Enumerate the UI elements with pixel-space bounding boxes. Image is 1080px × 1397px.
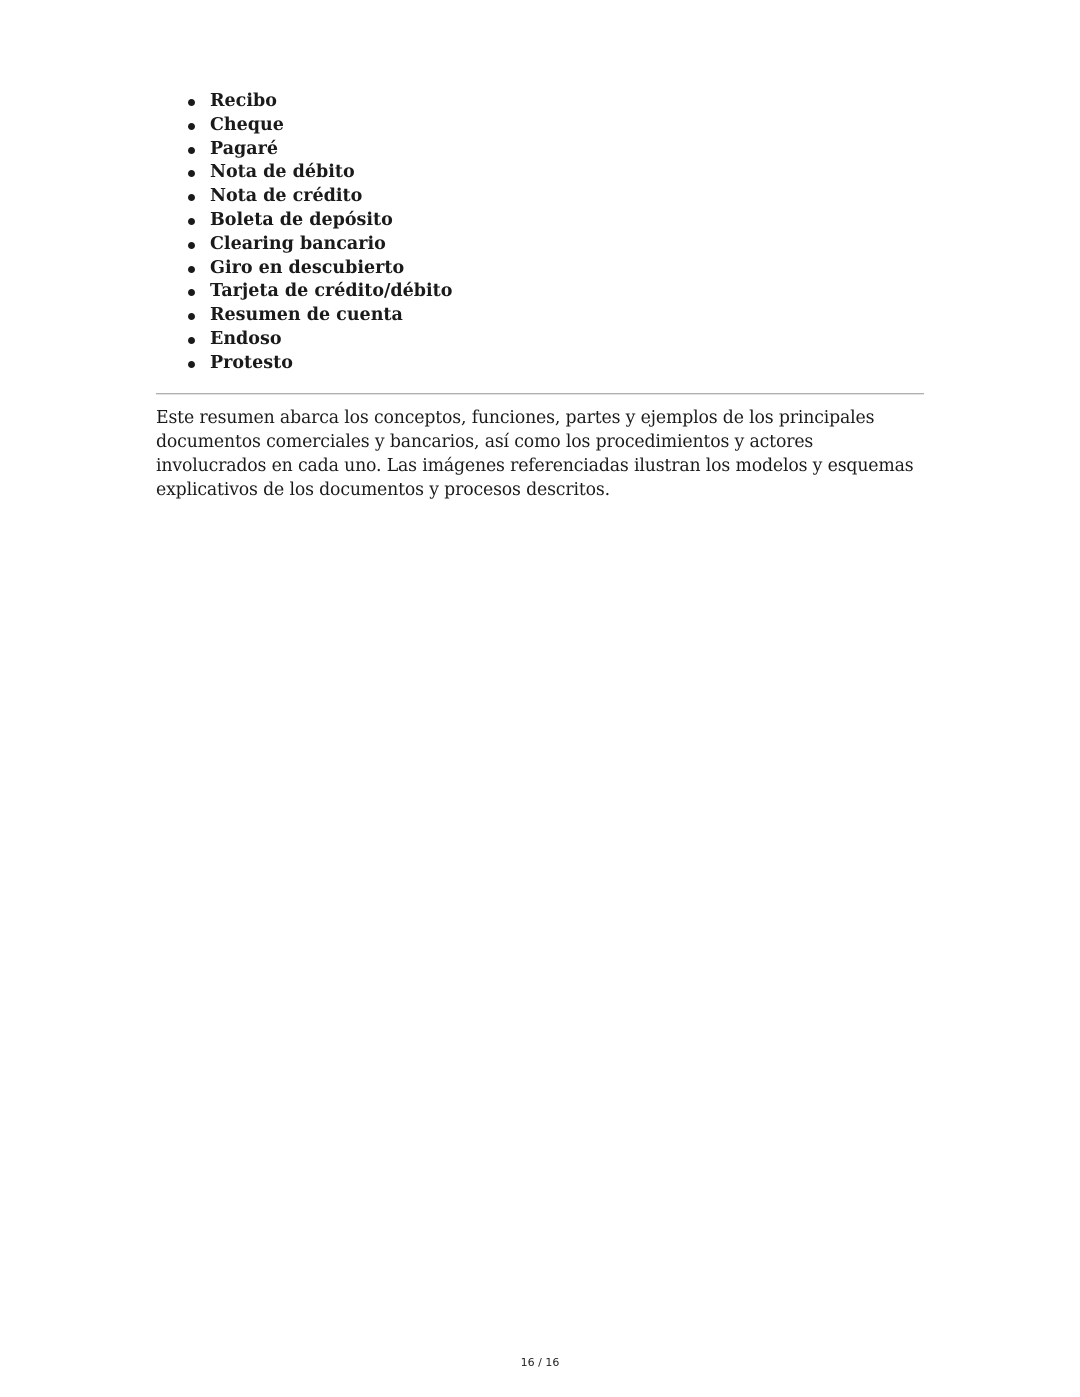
list-item-text: Resumen de cuenta bbox=[210, 305, 403, 326]
bullet-icon bbox=[188, 147, 195, 154]
list-item bbox=[187, 328, 452, 352]
list-item bbox=[187, 233, 452, 257]
list-item-text: Recibo bbox=[210, 91, 277, 111]
list-item bbox=[187, 257, 452, 281]
list-item-text: Cheque bbox=[210, 114, 284, 135]
list-item bbox=[187, 161, 452, 185]
bullet-icon bbox=[188, 218, 195, 225]
bullet-icon bbox=[188, 123, 195, 130]
list-item bbox=[187, 280, 452, 304]
list-item bbox=[187, 114, 452, 138]
bullet-icon bbox=[188, 289, 195, 296]
list-item bbox=[187, 209, 452, 233]
bullet-icon bbox=[188, 313, 195, 320]
bullet-icon bbox=[188, 266, 195, 273]
horizontal-rule bbox=[156, 393, 924, 395]
bullet-icon bbox=[188, 242, 195, 249]
summary-paragraph: Este resumen abarca los conceptos, funciones, partes y ejemplos de los principales documentos comerciales y bancarios, así como los procedimientos y actores involucrados en cada uno. Las imágenes referenciadas ilustran los modelos y esquemas explicativos de los documentos y procesos descritos. bbox=[156, 408, 914, 500]
term-list bbox=[187, 90, 452, 376]
list-item-text: Boleta de depósito bbox=[210, 209, 393, 230]
list-item-text: Endoso bbox=[210, 328, 282, 349]
list-item-text: Giro en descubierto bbox=[210, 257, 405, 278]
list-item-text: Clearing bancario bbox=[210, 233, 386, 254]
list-item-text: Nota de débito bbox=[210, 162, 355, 183]
list-item bbox=[187, 304, 452, 328]
list-item bbox=[187, 352, 452, 376]
bullet-icon bbox=[188, 170, 195, 177]
bullet-icon bbox=[188, 99, 195, 106]
bullet-icon bbox=[188, 361, 195, 368]
list-item-text: Pagaré bbox=[210, 138, 278, 159]
list-item-text: Nota de crédito bbox=[210, 186, 363, 207]
bullet-icon bbox=[188, 194, 195, 201]
list-item-text: Protesto bbox=[210, 352, 293, 373]
list-item bbox=[187, 185, 452, 209]
list-item-text: Tarjeta de crédito/débito bbox=[210, 281, 453, 302]
page-indicator: 16 / 16 bbox=[520, 1356, 560, 1369]
list-item bbox=[187, 138, 452, 162]
list-item bbox=[187, 90, 452, 114]
bullet-icon bbox=[188, 337, 195, 344]
